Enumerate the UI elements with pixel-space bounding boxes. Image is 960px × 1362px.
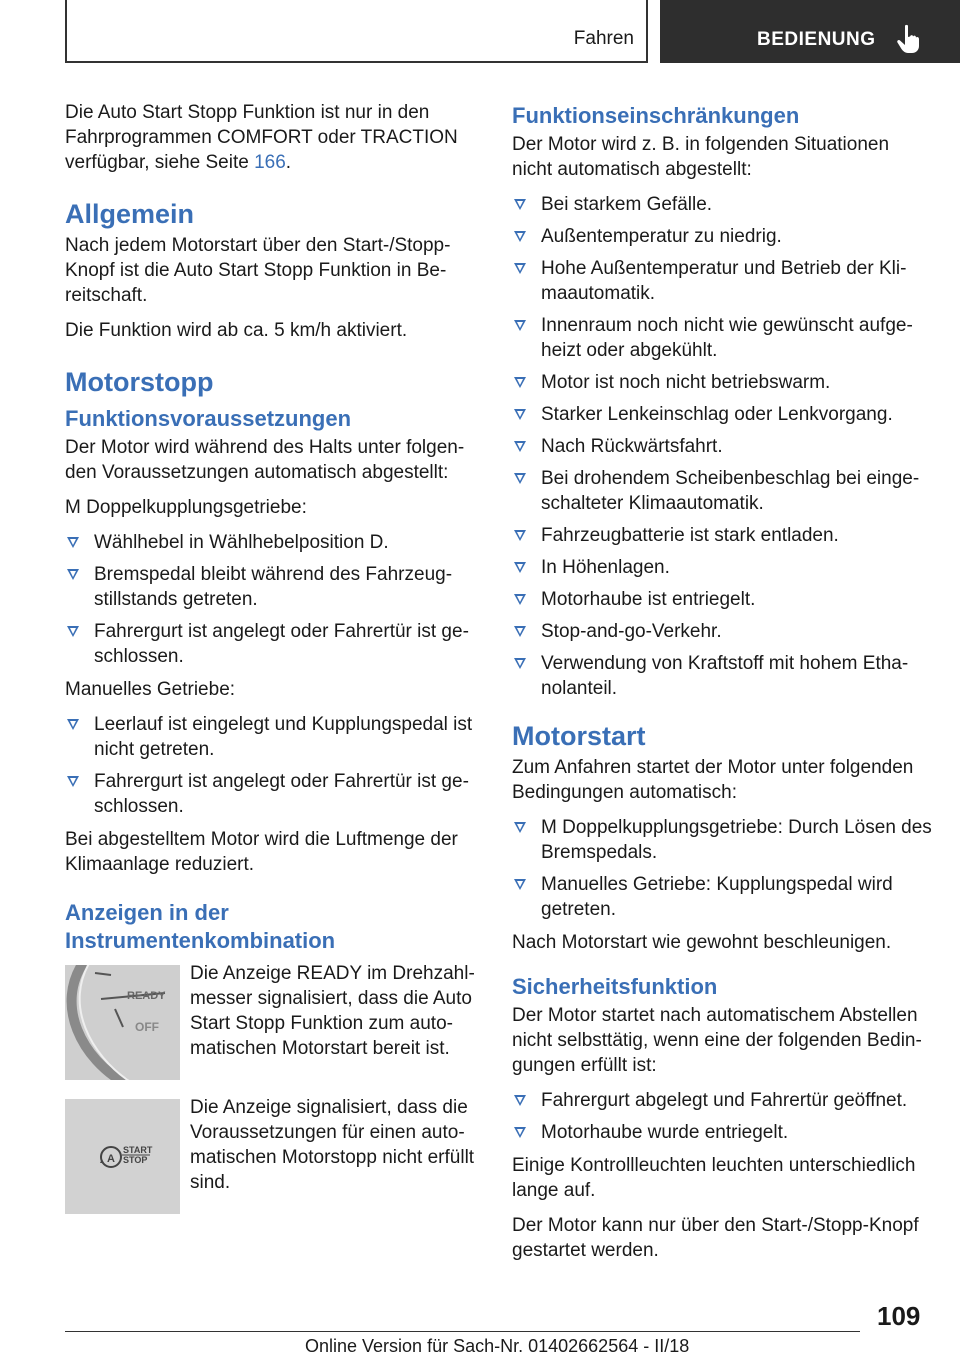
bullet-triangle-icon bbox=[514, 594, 526, 605]
paragraph: M Doppelkupplungsgetriebe: bbox=[65, 497, 307, 518]
list-item: Hohe Außentemperatur und Betrieb der Klimaautomatik. bbox=[512, 256, 932, 306]
list-m-getriebe bbox=[65, 530, 485, 669]
bullet-triangle-icon bbox=[514, 1095, 526, 1106]
list-einschraenkungen bbox=[512, 192, 932, 701]
stop-label: STOP bbox=[123, 1155, 148, 1165]
bullet-triangle-icon bbox=[67, 626, 79, 637]
list-sicherheit bbox=[512, 1088, 932, 1145]
list-item: Motorhaube ist entriegelt. bbox=[512, 587, 932, 612]
header-chapter-title: BEDIENUNG bbox=[757, 29, 876, 50]
bullet-triangle-icon bbox=[514, 320, 526, 331]
bullet-triangle-icon bbox=[514, 377, 526, 388]
header-section-box bbox=[65, 0, 648, 63]
bullet-triangle-icon bbox=[514, 626, 526, 637]
page-number: 109 bbox=[877, 1301, 921, 1331]
bullet-triangle-icon bbox=[67, 776, 79, 787]
paragraph: Die Funktion wird ab ca. 5 km/h aktiviert. bbox=[65, 320, 408, 341]
list-item: Motor ist noch nicht betriebswarm. bbox=[512, 370, 932, 395]
list-item: Verwendung von Kraftstoff mit hohem Ethanolanteil. bbox=[512, 651, 932, 701]
bullet-triangle-icon bbox=[514, 530, 526, 541]
paragraph: Der Motor startet nach automatischem Abstellen nicht selbsttätig, wenn eine der folgenden Bedingungen erfüllt ist: bbox=[512, 1005, 922, 1076]
bullet-triangle-icon bbox=[67, 719, 79, 730]
list-item: Leerlauf ist eingelegt und Kupplungspedal ist nicht getreten. bbox=[65, 712, 485, 762]
off-label: OFF bbox=[135, 1020, 159, 1034]
paragraph: Nach Motorstart wie gewohnt beschleunigen. bbox=[512, 932, 892, 953]
tachometer-ready-image bbox=[65, 965, 180, 1080]
list-item: Bremspedal bleibt während des Fahrzeugstillstands getreten. bbox=[65, 562, 485, 612]
list-item: Starker Lenkeinschlag oder Lenkvorgang. bbox=[512, 402, 932, 427]
ready-label: READY bbox=[127, 990, 166, 1002]
list-item: Bei starkem Gefälle. bbox=[512, 192, 932, 217]
list-manuell bbox=[65, 712, 485, 819]
heading-allgemein: Allgemein bbox=[65, 199, 195, 229]
bullet-triangle-icon bbox=[67, 569, 79, 580]
list-item: In Höhenlagen. bbox=[512, 555, 932, 580]
autostop-indicator-text: Die Anzeige signalisiert, dass die Voraussetzungen für einen automatischen Motorstopp nicht erfüllt sind. bbox=[190, 1097, 475, 1193]
list-item: Manuelles Getriebe: Kupplungspedal wird getreten. bbox=[512, 872, 932, 922]
header-section-title: Fahren bbox=[573, 28, 634, 49]
bullet-triangle-icon bbox=[67, 537, 79, 548]
paragraph: Der Motor wird während des Halts unter folgenden Voraussetzungen automatisch abgestellt: bbox=[65, 437, 465, 483]
hand-pointer-icon bbox=[896, 24, 922, 54]
ready-indicator-text: Die Anzeige READY im Drehzahlmesser signalisiert, dass die Auto Start Stopp Funktion zum automatischen Motorstart bereit ist. bbox=[190, 963, 475, 1059]
list-item: Fahrergurt abgelegt und Fahrertür geöffnet. bbox=[512, 1088, 932, 1113]
ready-indicator-row bbox=[65, 961, 485, 1091]
bullet-triangle-icon bbox=[514, 199, 526, 210]
bullet-triangle-icon bbox=[514, 879, 526, 890]
page-link-166[interactable]: 166 bbox=[254, 152, 286, 173]
autostop-indicator-row bbox=[65, 1095, 485, 1225]
paragraph: Zum Anfahren startet der Motor unter folgenden Bedingungen automatisch: bbox=[512, 757, 914, 803]
list-item: Innenraum noch nicht wie gewünscht aufgeheizt oder abgekühlt. bbox=[512, 313, 932, 363]
paragraph: Der Motor kann nur über den Start-/Stopp-Knopf gestartet werden. bbox=[512, 1215, 919, 1261]
list-item: Fahrergurt ist angelegt oder Fahrertür ist geschlossen. bbox=[65, 769, 485, 819]
heading-motorstopp: Motorstopp bbox=[65, 367, 214, 397]
left-column bbox=[65, 100, 485, 1225]
auto-letter: A bbox=[107, 1153, 115, 1165]
list-item: Nach Rückwärtsfahrt. bbox=[512, 434, 932, 459]
paragraph: Der Motor wird z. B. in folgenden Situationen nicht automatisch abgestellt: bbox=[512, 134, 890, 180]
heading-anzeigen: Anzeigen in der Instrumentenkombination bbox=[65, 900, 336, 953]
heading-funktionsvoraussetzungen: Funktionsvoraussetzungen bbox=[65, 406, 352, 431]
list-item: Bei drohendem Scheibenbeschlag bei eingeschalteter Klimaautomatik. bbox=[512, 466, 932, 516]
list-item: Wählhebel in Wählhebelposition D. bbox=[65, 530, 485, 555]
bullet-triangle-icon bbox=[514, 409, 526, 420]
paragraph: Manuelles Getriebe: bbox=[65, 679, 236, 700]
list-item: Motorhaube wurde entriegelt. bbox=[512, 1120, 932, 1145]
bullet-triangle-icon bbox=[514, 822, 526, 833]
footer-divider bbox=[65, 1331, 860, 1332]
list-item: Stop-and-go-Verkehr. bbox=[512, 619, 932, 644]
list-item: M Doppelkupplungsgetriebe: Durch Lösen des Bremspedals. bbox=[512, 815, 932, 865]
paragraph: Nach jedem Motorstart über den Start-/Stopp-Knopf ist die Auto Start Stopp Funktion in Bereitschaft. bbox=[65, 235, 451, 306]
heading-motorstart: Motorstart bbox=[512, 721, 646, 751]
heading-sicherheitsfunktion: Sicherheitsfunktion bbox=[512, 974, 718, 999]
intro-paragraph: Die Auto Start Stopp Funktion ist nur in den Fahrprogrammen COMFORT oder TRACTION verfügbar, siehe Seite 166. bbox=[65, 102, 458, 173]
bullet-triangle-icon bbox=[514, 441, 526, 452]
bullet-triangle-icon bbox=[514, 263, 526, 274]
bullet-triangle-icon bbox=[514, 1127, 526, 1138]
bullet-triangle-icon bbox=[514, 473, 526, 484]
heading-funktionseinschraenkungen: Funktionseinschränkungen bbox=[512, 103, 800, 128]
header-chapter-tab bbox=[660, 0, 960, 63]
footer-version-text: Online Version für Sach-Nr. 01402662564 - II/18 bbox=[305, 1336, 690, 1356]
paragraph: Einige Kontrollleuchten leuchten unterschiedlich lange auf. bbox=[512, 1155, 916, 1201]
bullet-triangle-icon bbox=[514, 562, 526, 573]
list-motorstart bbox=[512, 815, 932, 922]
bullet-triangle-icon bbox=[514, 231, 526, 242]
start-label: START bbox=[123, 1145, 153, 1155]
list-item: Außentemperatur zu niedrig. bbox=[512, 224, 932, 249]
auto-start-stop-warning-image bbox=[65, 1099, 180, 1214]
bullet-triangle-icon bbox=[514, 658, 526, 669]
list-item: Fahrergurt ist angelegt oder Fahrertür ist geschlossen. bbox=[65, 619, 485, 669]
right-column bbox=[512, 100, 932, 1273]
paragraph: Bei abgestelltem Motor wird die Luftmenge der Klimaanlage reduziert. bbox=[65, 829, 458, 875]
list-item: Fahrzeugbatterie ist stark entladen. bbox=[512, 523, 932, 548]
